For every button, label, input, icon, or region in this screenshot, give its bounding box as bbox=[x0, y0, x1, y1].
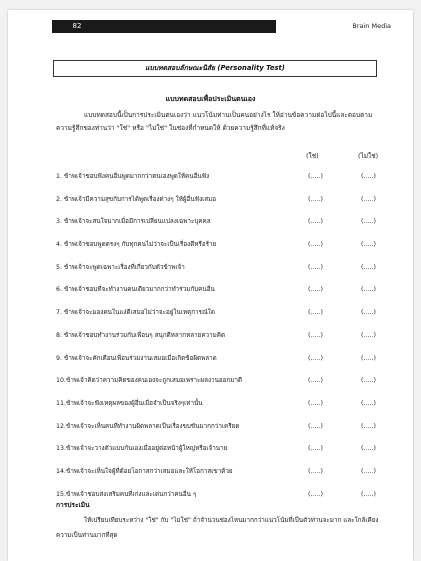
question-row bbox=[56, 189, 396, 212]
question-row bbox=[56, 416, 396, 439]
answer-yes-blank[interactable]: (.....) bbox=[308, 354, 323, 362]
answer-yes-blank[interactable]: (.....) bbox=[308, 422, 323, 430]
question-text: 13.ข้าพเจ้าจะวางตัวแบบกันเองเมื่ออยู่ต่อหน้าผู้ใหญ่หรือเจ้านาย bbox=[56, 445, 228, 453]
answer-no-blank[interactable]: (.....) bbox=[361, 331, 376, 339]
answer-no-blank[interactable]: (.....) bbox=[361, 399, 376, 407]
question-row bbox=[56, 211, 396, 234]
question-text: 8. ข้าพเจ้าชอบทำงานร่วมกับเพื่อนๆ สนุกดีหลากหลายความคิด bbox=[56, 331, 226, 339]
answer-yes-blank[interactable]: (.....) bbox=[308, 467, 323, 475]
question-text: 5. ข้าพเจ้าจะพูดเฉพาะเรื่องที่เกี่ยวกับตัวข้าพเจ้า bbox=[56, 263, 185, 271]
section-title: แบบทดสอบเพื่อประเมินตนเอง bbox=[165, 95, 256, 103]
question-row bbox=[56, 484, 396, 507]
question-row bbox=[56, 348, 396, 371]
page-number: 82 bbox=[72, 22, 82, 30]
question-text: 9. ข้าพเจ้าจะคักเตือนเพื่อนร่วมงานเสมอเมื่อเกิดข้อผิดพลาด bbox=[56, 354, 217, 362]
question-row bbox=[56, 461, 396, 484]
answer-no-blank[interactable]: (.....) bbox=[361, 218, 376, 226]
question-text: 12.ข้าพเจ้าจะเห็นคนที่ทำงานผิดพลาดเป็นเรื่องขบขันมากกว่าเครียด bbox=[56, 422, 240, 430]
answer-yes-blank[interactable]: (.....) bbox=[308, 218, 323, 226]
answer-no-blank[interactable]: (.....) bbox=[361, 377, 376, 385]
answer-no-blank[interactable]: (.....) bbox=[361, 309, 376, 317]
question-row bbox=[56, 279, 396, 302]
answer-no-blank[interactable]: (.....) bbox=[361, 445, 376, 453]
question-row bbox=[56, 234, 396, 257]
answer-no-blank[interactable]: (.....) bbox=[361, 173, 376, 180]
question-row bbox=[56, 325, 396, 348]
question-row bbox=[56, 393, 396, 416]
column-header-no: (ไม่ใช่) bbox=[358, 152, 379, 160]
brand-name: Brain Media bbox=[352, 22, 391, 30]
question-row bbox=[56, 438, 396, 461]
question-text: 10.ข้าพเจ้าคิดว่าความคิดของคนเองจะถูกเสมอเพราะผลงานออกมาดี bbox=[56, 377, 243, 385]
test-title: แบบทดสอบลักษณะนิสัย (Personality Test) bbox=[53, 60, 377, 77]
answer-yes-blank[interactable]: (.....) bbox=[308, 399, 323, 407]
question-text: 7. ข้าพเจ้าจะมองคนในแง่ดีเสมอไม่ว่าจะอยู่ในเหตุการณ์ใด bbox=[56, 309, 215, 317]
answer-yes-blank[interactable]: (.....) bbox=[308, 331, 323, 339]
question-list bbox=[56, 166, 396, 506]
question-text: 15.ข้าพเจ้าชอบส่งเสริมคนที่เก่งและเด่นกว่าคนอื่น ๆ bbox=[56, 490, 197, 498]
question-text: 2. ข้าพเจ้ามีความสุขกับการได้พูดเรื่องต่างๆ ให้ผู้อื่นฟังเสมอ bbox=[56, 195, 217, 203]
answer-no-blank[interactable]: (.....) bbox=[361, 263, 376, 271]
answer-no-blank[interactable]: (.....) bbox=[361, 490, 376, 498]
answer-yes-blank[interactable]: (.....) bbox=[308, 241, 323, 249]
question-text: 6. ข้าพเจ้าชอบที่จะทำงานคนเดียวมากกว่าทำร่วมกับคนอื่น bbox=[56, 286, 215, 294]
question-text: 1. ข้าพเจ้าชอบฟังคนอื่นพูดมากกว่าตนเองพูดให้คนอื่นฟัง bbox=[56, 173, 210, 180]
column-header-yes: (ใช่) bbox=[306, 152, 319, 160]
evaluation-text: ให้เปรียบเทียบระหว่าง "ใช่" กับ "ไม่ใช่" ถ้าจำนวนช่องไหนมากกว่าแนวโน้มที่เป็นตัวท่านจะมาก และใกล้เคียงความเป็นท่านมากที่สุด bbox=[56, 517, 379, 539]
intro-paragraph: แบบทดสอบนี้เป็นการประเมินตนเองว่า แนวโน้มท่านเป็นคนอย่างไร ให้อ่านข้อความต่อไปนี้และตอบตามความรู้สึกของท่านว่า "ใช่" หรือ "ไม่ใช่" ในช่องที่กำหนดให้ ด้วยความรู้สึกที่แท้จริง bbox=[56, 111, 373, 132]
answer-yes-blank[interactable]: (.....) bbox=[308, 195, 323, 203]
header-bar bbox=[52, 20, 276, 33]
answer-no-blank[interactable]: (.....) bbox=[361, 467, 376, 475]
answer-no-blank[interactable]: (.....) bbox=[361, 354, 376, 362]
evaluation-title: การประเมิน bbox=[56, 501, 90, 509]
answer-yes-blank[interactable]: (.....) bbox=[308, 173, 323, 180]
answer-yes-blank[interactable]: (.....) bbox=[308, 263, 323, 271]
answer-yes-blank[interactable]: (.....) bbox=[308, 309, 323, 317]
question-row bbox=[56, 257, 396, 280]
answer-yes-blank[interactable]: (.....) bbox=[308, 377, 323, 385]
question-row bbox=[56, 302, 396, 325]
answer-no-blank[interactable]: (.....) bbox=[361, 422, 376, 430]
answer-no-blank[interactable]: (.....) bbox=[361, 195, 376, 203]
answer-no-blank[interactable]: (.....) bbox=[361, 286, 376, 294]
answer-no-blank[interactable]: (.....) bbox=[361, 241, 376, 249]
question-row bbox=[56, 166, 396, 189]
question-text: 11.ข้าพเจ้าจะฟังเหตุผลของผู้อื่นเมื่อจำเป็นจริงๆเท่านั้น bbox=[56, 399, 203, 407]
document-page bbox=[8, 10, 413, 561]
question-row bbox=[56, 370, 396, 393]
answer-yes-blank[interactable]: (.....) bbox=[308, 445, 323, 453]
question-text: 4. ข้าพเจ้าชอบพูดตรงๆ กับทุกคนไม่ว่าจะเป็นเรื่องดีหรือร้าย bbox=[56, 241, 217, 249]
answer-yes-blank[interactable]: (.....) bbox=[308, 286, 323, 294]
question-text: 3. ข้าพเจ้าจะสนใจมากเมื่อมีการเปลี่ยนแปลงเฉพาะบุคคล bbox=[56, 218, 211, 226]
answer-yes-blank[interactable]: (.....) bbox=[308, 490, 323, 498]
question-text: 14.ข้าพเจ้าจะเห็นใจผู้ที่ด้อยโอกาสกว่าเสมอและให้โอกาสเขาด้วย bbox=[56, 467, 233, 475]
